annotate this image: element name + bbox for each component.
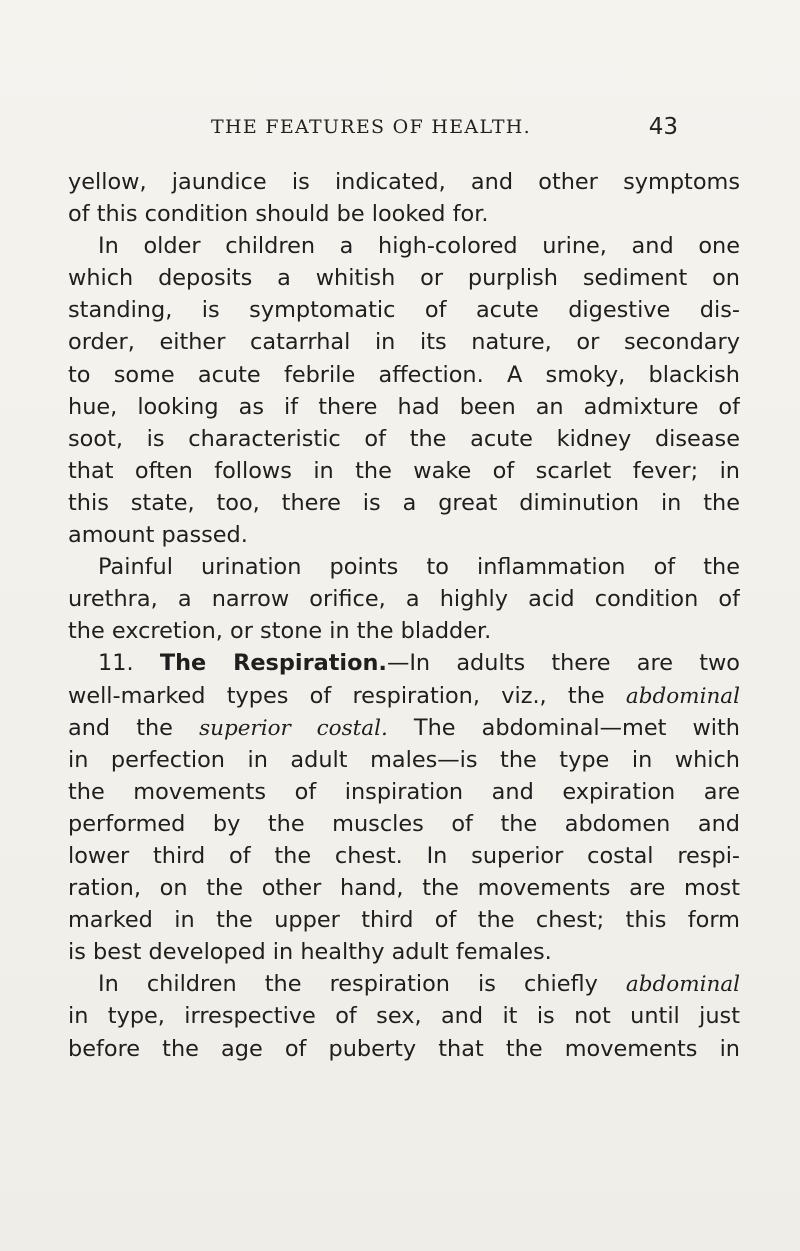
text-line: which deposits a whitish or purplish sediment on: [68, 265, 740, 292]
text-line: this state, too, there is a great diminution in the: [68, 489, 740, 516]
text-line: soot, is characteristic of the acute kidney disease: [68, 425, 740, 452]
text-line: In older children a high-colored urine, and one: [98, 233, 740, 260]
text-line: in type, irrespective of sex, and it is not until just: [68, 1003, 740, 1030]
italic-term: abdominal: [625, 683, 740, 709]
text-line: to some acute febrile affection. A smoky, blackish: [68, 361, 740, 388]
italic-term: abdominal: [625, 972, 740, 998]
text-segment: well-marked types of respiration, viz., the: [68, 682, 605, 709]
text-line: Painful urination points to inflammation of the: [98, 554, 740, 581]
text-line: in perfection in adult males—is the type in which: [68, 746, 740, 773]
running-head: [64, 114, 678, 144]
text-line: amount passed.: [68, 522, 248, 549]
text-line: standing, is symptomatic of acute digestive dis-: [68, 297, 740, 324]
text-line: [68, 968, 740, 1000]
running-title: THE FEATURES OF HEALTH.: [210, 116, 531, 138]
text-line: yellow, jaundice is indicated, and other symptoms: [68, 169, 740, 195]
section-heading: The Respiration.: [159, 650, 387, 677]
body-text: [68, 166, 740, 1065]
page-number: 43: [648, 114, 678, 140]
text-line: hue, looking as if there had been an admixture of: [68, 393, 740, 420]
text-segment: In children the respiration is chiefly: [98, 971, 598, 998]
text-line: ration, on the other hand, the movements are most: [68, 875, 740, 902]
text-segment: —In adults there are two: [386, 650, 740, 677]
text-line: is best developed in healthy adult females.: [68, 939, 552, 966]
italic-term: superior costal.: [199, 715, 388, 741]
section-heading-line: [68, 647, 740, 679]
text-line: the excretion, or stone in the bladder.: [68, 618, 492, 645]
text-line: marked in the upper third of the chest; this form: [68, 907, 740, 934]
text-line: performed by the muscles of the abdomen and: [68, 810, 740, 837]
text-line: before the age of puberty that the movements in: [68, 1035, 740, 1062]
text-line: of this condition should be looked for.: [68, 201, 489, 228]
text-line: urethra, a narrow orifice, a highly acid condition of: [68, 586, 740, 613]
text-line: the movements of inspiration and expiration are: [68, 778, 740, 805]
text-line: order, either catarrhal in its nature, or secondary: [68, 329, 740, 356]
text-line: that often follows in the wake of scarlet fever; in: [68, 457, 740, 484]
text-segment: The abdominal—met with: [413, 714, 740, 741]
section-number: 11.: [98, 650, 134, 677]
text-segment: and the: [68, 714, 173, 741]
text-line: [68, 712, 740, 744]
text-line: [68, 680, 740, 712]
text-line: lower third of the chest. In superior costal respi-: [68, 842, 740, 869]
